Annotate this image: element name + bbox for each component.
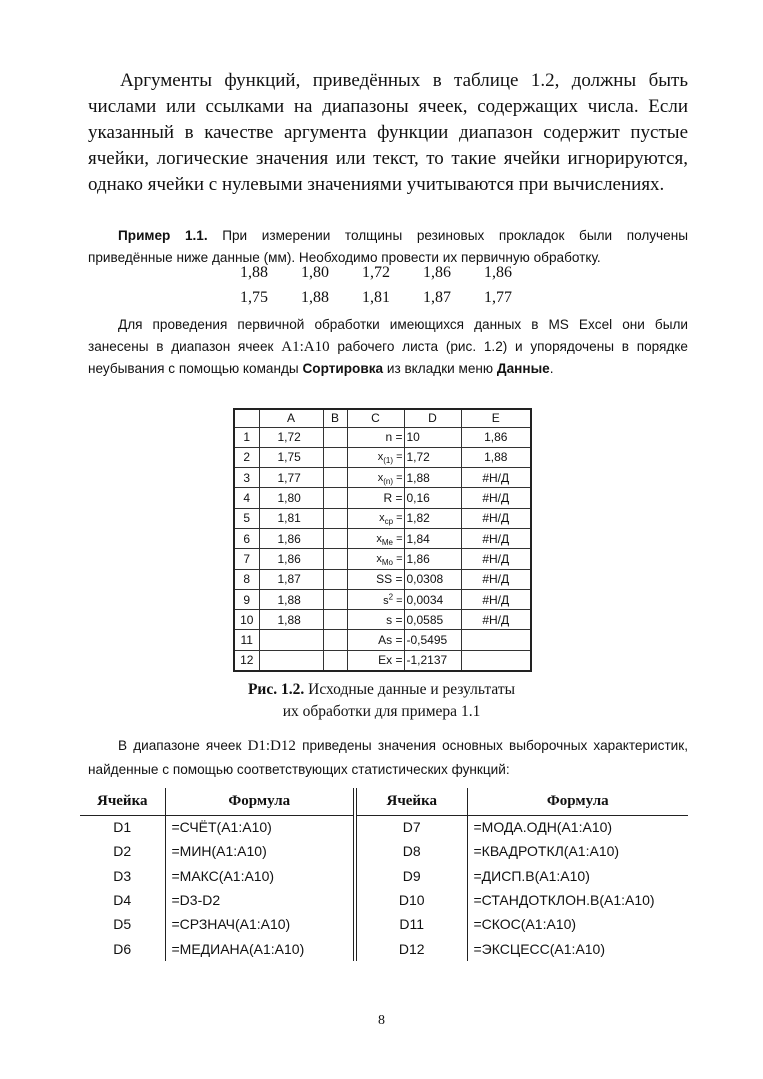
sheet-row [234,610,531,630]
formula: =МАКС(A1:A10) [165,864,355,888]
row-header: 11 [234,630,259,650]
cell-d: -1,2137 [404,650,461,670]
data-value: 1,87 [423,289,451,306]
formula: =МЕДИАНА(A1:A10) [165,936,355,960]
cell-e: #Н/Д [461,508,531,528]
header-formula: Формула [165,788,355,815]
cell-c [347,528,404,548]
formula-row [80,839,688,863]
text: приведены значения основных выборочных характеристик, найденные с помощью соответствующих статистических функций: [88,738,688,777]
row-header: 3 [234,468,259,488]
data-row [240,260,545,285]
data-value: 1,81 [362,289,390,306]
cell-c [347,447,404,467]
row-header: 2 [234,447,259,467]
cell-a [259,630,323,650]
label: x [377,451,384,464]
spreadsheet-figure [233,408,532,672]
cell-a: 1,80 [259,488,323,508]
cell-a: 1,77 [259,468,323,488]
label: s = [386,612,403,627]
formula: =МИН(A1:A10) [165,839,355,863]
equals: = [393,532,403,545]
cell-ref: D7 [355,815,467,839]
cell-b [323,528,347,548]
cell-b [323,508,347,528]
cell-e [461,630,531,650]
subscript: ср [384,517,394,527]
cell-b [323,630,347,650]
cell-b [323,610,347,630]
cell-d: 10 [404,427,461,447]
row-header: 8 [234,569,259,589]
cell-ref: D2 [113,843,132,860]
sheet-row [234,630,531,650]
cell-a: 1,81 [259,508,323,528]
sheet-row [234,549,531,569]
cell-e: #Н/Д [461,488,531,508]
cell-ref: D12 [355,936,467,960]
label: n = [385,430,403,445]
cell-a: 1,86 [259,549,323,569]
cell-a [259,650,323,670]
column-header: B [323,409,347,427]
cell-d: 1,72 [404,447,461,467]
label: s [383,594,389,607]
cell-d: 1,86 [404,549,461,569]
row-header: 5 [234,508,259,528]
label: R = [383,491,403,506]
cell-b [323,427,347,447]
text: . [549,361,554,376]
cell-b [323,589,347,609]
sheet-row [234,468,531,488]
data-value: 1,80 [301,264,329,281]
subscript: (n) [383,476,394,486]
column-header [234,409,259,427]
data-value: 1,86 [423,264,451,281]
formula: =D3-D2 [165,888,355,912]
cell-c [347,427,404,447]
caption-label: Рис. 1.2. [247,681,305,698]
data-value: 1,77 [484,289,512,306]
cell-e: #Н/Д [461,528,531,548]
header-cell: Ячейка [355,788,467,815]
cell-c [347,569,404,589]
paragraph-characteristics [88,734,688,781]
cell-a: 1,75 [259,447,323,467]
cell-a: 1,86 [259,528,323,548]
equals: = [393,451,403,464]
row-header: 4 [234,488,259,508]
row-header: 7 [234,549,259,569]
cell-b [323,650,347,670]
cell-b [323,569,347,589]
data-row [240,285,545,310]
subscript: (1) [383,456,394,466]
cell-e: #Н/Д [461,569,531,589]
equals: = [393,471,403,484]
cell-ref: D4 [113,892,132,909]
cell-c [347,630,404,650]
cell-e: #Н/Д [461,589,531,609]
cell-e: #Н/Д [461,549,531,569]
page-number: 8 [378,1013,385,1028]
label: x [379,512,385,525]
subscript: Me [381,537,394,547]
formulas-table [80,788,688,961]
column-header: C [347,409,404,427]
label: x [376,532,382,545]
data-value: 1,75 [240,289,268,306]
sheet-row [234,569,531,589]
formula-row [80,815,688,839]
example-text: При измерении толщины резиновых прокладок были получены приведённые ниже данные (мм). Необходимо провести их первичную обработку. [88,228,688,265]
cell-c [347,589,404,609]
sheet-row [234,528,531,548]
formula: =КВАДРОТКЛ(A1:A10) [467,839,688,863]
cell-ref: D5 [113,916,132,933]
cell-a: 1,72 [259,427,323,447]
cell-range: D1:D12 [247,738,296,754]
row-header: 10 [234,610,259,630]
caption-text: Исходные данные и результаты [304,681,516,698]
subscript: Mo [381,558,394,568]
cell-d: 1,84 [404,528,461,548]
column-header: A [259,409,323,427]
data-value: 1,86 [484,264,512,281]
column-header-row [234,409,531,427]
cell-e: #Н/Д [461,610,531,630]
formula: =СКОС(A1:A10) [467,912,688,936]
cell-d: 1,82 [404,508,461,528]
cell-ref: D11 [355,912,467,936]
cell-e [461,650,531,670]
sheet-row [234,650,531,670]
cell-a: 1,88 [259,610,323,630]
label: x [376,552,382,565]
data-value: 1,88 [240,264,268,281]
sheet-row [234,427,531,447]
sheet-row [234,589,531,609]
formula: =ЭКСЦЕСС(A1:A10) [467,936,688,960]
cell-d: 0,0034 [404,589,461,609]
cell-ref: D6 [113,940,132,957]
cell-d: 1,88 [404,468,461,488]
label: SS = [376,572,403,587]
cell-b [323,468,347,488]
cell-ref: D10 [355,888,467,912]
header-formula: Формула [467,788,688,815]
cell-b [323,447,347,467]
label: x [377,471,384,484]
row-header: 12 [234,650,259,670]
row-header: 9 [234,589,259,609]
cell-c [347,650,404,670]
equals: = [393,512,403,525]
cell-ref: D1 [113,819,132,836]
cell-a: 1,88 [259,589,323,609]
sheet-row [234,488,531,508]
paragraph-function-arguments: Аргументы функций, приведённых в таблице 1.2, должны быть числами или ссылками на диапазоны ячеек, содержащих числа. Если указанный в качестве аргумента функции диапазон содержит пустые ячейки, логические значения или текст, то такие ячейки игнорируются, однако ячейки с нулевыми значениями учитываются при вычислениях. [88,70,688,195]
paragraph-excel-entry [88,314,688,380]
cell-c [347,508,404,528]
cell-c [347,488,404,508]
command-name: Сортировка [302,361,384,376]
cell-c [347,549,404,569]
cell-b [323,488,347,508]
cell-b [323,549,347,569]
formula: =ДИСП.В(A1:A10) [467,864,688,888]
superscript: 2 [388,592,394,602]
menu-tab-name: Данные [496,361,550,376]
header-cell: Ячейка [80,788,165,815]
column-header: D [404,409,461,427]
cell-c [347,610,404,630]
formula-row [80,936,688,960]
cell-ref: D9 [355,864,467,888]
text: Для проведения первичной обработки имеющихся данных в MS Excel они были занесены в диапазон ячеек [88,317,688,354]
formula: =СЧЁТ(A1:A10) [165,815,355,839]
text: В диапазоне ячеек [118,738,248,753]
text: рабочего листа (рис. 1.2) и упорядочены в порядке неубывания с помощью команды [88,339,688,376]
formula-row [80,888,688,912]
formula: =МОДА.ОДН(A1:A10) [467,815,688,839]
caption-text-line2: их обработки для примера 1.1 [282,703,481,720]
cell-a: 1,87 [259,569,323,589]
sheet-row [234,447,531,467]
cell-e: 1,86 [461,427,531,447]
cell-d: 0,0585 [404,610,461,630]
formula-row [80,912,688,936]
formula: =СРЗНАЧ(A1:A10) [165,912,355,936]
cell-ref: D8 [355,839,467,863]
row-header: 1 [234,427,259,447]
cell-ref: D3 [113,867,132,884]
sheet-row [234,508,531,528]
equals: = [393,594,403,607]
text: из вкладки меню [383,361,497,376]
formula-row [80,864,688,888]
measurement-data [240,260,545,310]
cell-d: 0,16 [404,488,461,508]
data-value: 1,72 [362,264,390,281]
equals: = [393,552,403,565]
cell-d: 0,0308 [404,569,461,589]
data-value: 1,88 [301,289,329,306]
cell-e: #Н/Д [461,468,531,488]
figure-caption [0,679,763,723]
label: Ex = [378,653,403,668]
label: As = [378,633,403,648]
cell-c [347,468,404,488]
row-header: 6 [234,528,259,548]
cell-d: -0,5495 [404,630,461,650]
example-label: Пример 1.1. [118,228,208,243]
cell-range: A1:A10 [281,339,330,355]
column-header: E [461,409,531,427]
formula: =СТАНДОТКЛОН.В(A1:A10) [467,888,688,912]
cell-e: 1,88 [461,447,531,467]
